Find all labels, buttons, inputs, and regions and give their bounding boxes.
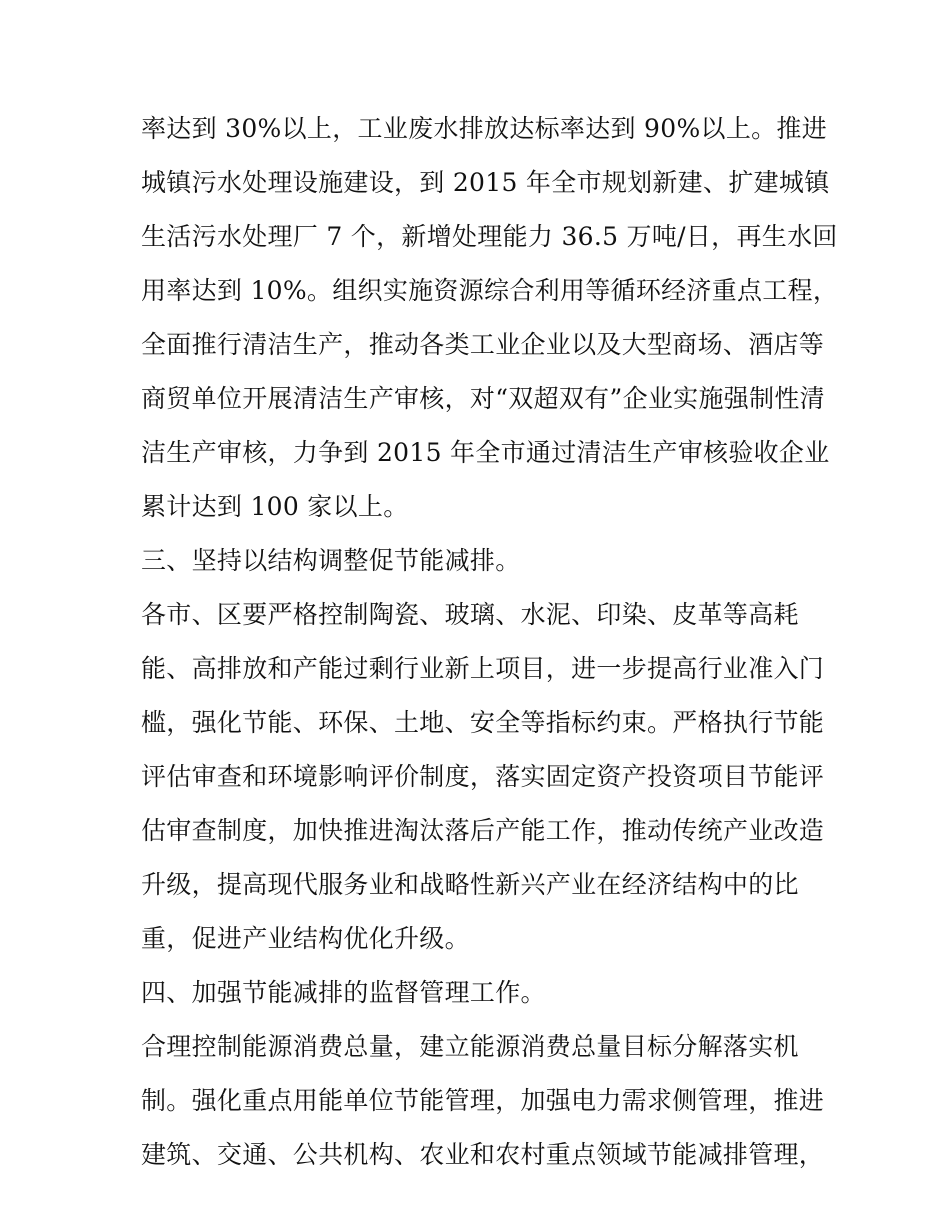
text-line: 重，促进产业结构优化升级。 [141, 924, 470, 953]
text-line: 累计达到 100 家以上。 [141, 492, 409, 521]
text-line: 各市、区要严格控制陶瓷、玻璃、水泥、印染、皮革等高耗 [141, 600, 799, 629]
text-line: 升级，提高现代服务业和战略性新兴产业在经济结构中的比 [141, 870, 799, 899]
section-heading: 三、坚持以结构调整促节能减排。 [141, 546, 521, 575]
text-line: 评估审查和环境影响评价制度，落实固定资产投资项目节能评 [141, 762, 825, 791]
text-line: 合理控制能源消费总量，建立能源消费总量目标分解落实机 [141, 1032, 799, 1061]
text-line: 估审查制度，加快推进淘汰落后产能工作，推动传统产业改造 [141, 816, 825, 845]
text-line: 洁生产审核，力争到 2015 年全市通过清洁生产审核验收企业 [141, 438, 830, 467]
section-heading: 四、加强节能减排的监督管理工作。 [141, 978, 546, 1007]
text-line: 率达到 30%以上，工业废水排放达标率达到 90%以上。推进 [141, 114, 828, 143]
text-line: 槛，强化节能、环保、土地、安全等指标约束。严格执行节能 [141, 708, 825, 737]
text-line: 建筑、交通、公共机构、农业和农村重点领域节能减排管理， [141, 1140, 825, 1169]
text-line: 生活污水处理厂 7 个，新增处理能力 36.5 万吨/日，再生水回 [141, 222, 838, 251]
text-line: 能、高排放和产能过剩行业新上项目，进一步提高行业准入门 [141, 654, 825, 683]
text-line: 用率达到 10%。组织实施资源综合利用等循环经济重点工程， [141, 276, 839, 305]
text-line: 制。强化重点用能单位节能管理，加强电力需求侧管理，推进 [141, 1086, 825, 1115]
text-line: 全面推行清洁生产，推动各类工业企业以及大型商场、酒店等 [141, 330, 825, 359]
text-line: 城镇污水处理设施建设，到 2015 年全市规划新建、扩建城镇 [141, 168, 830, 197]
text-line: 商贸单位开展清洁生产审核，对“双超双有”企业实施强制性清 [141, 384, 825, 413]
